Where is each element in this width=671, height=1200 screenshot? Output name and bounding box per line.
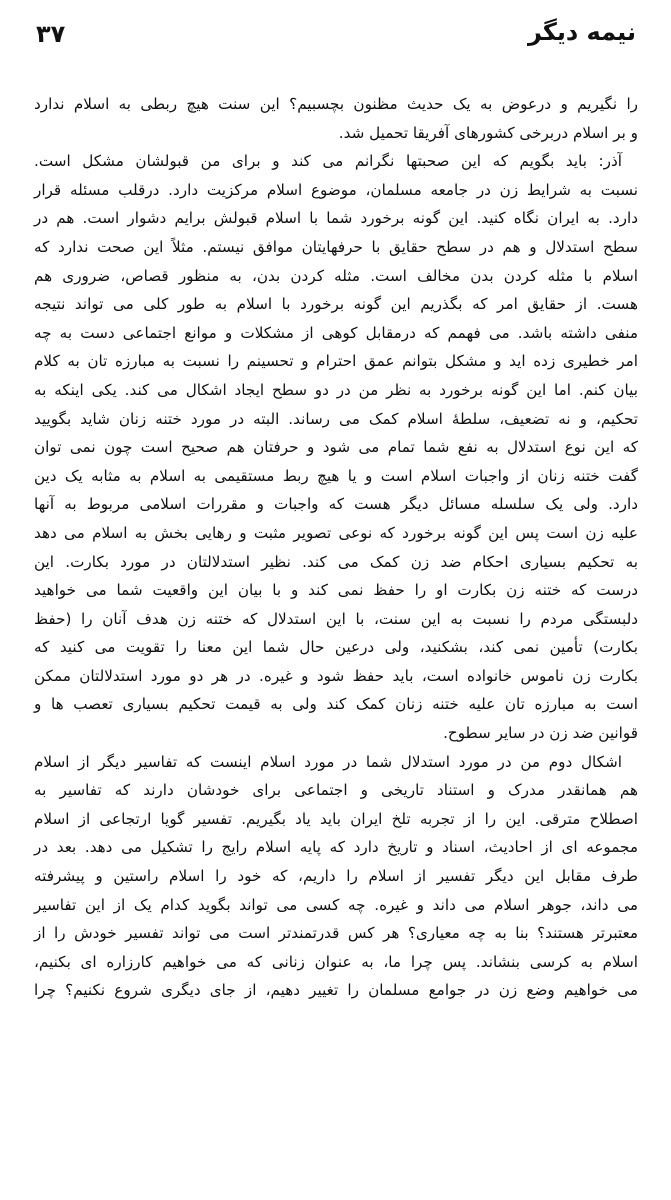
text-line: مجموعه ای از احادیث، اسناد و تاریخ دارد که پایه اسلام رایج را تشکیل می دهد. بعد در	[34, 838, 638, 857]
text-line: آذر: باید بگویم که این صحبتها نگرانم می کند و برای من قبولشان مشکل است.	[34, 152, 622, 171]
text-line: به تحکیم بسیاری احکام ضد زن کمک می کند. نظیر استدلالتان در مورد بکارت. این	[34, 552, 638, 571]
text-line: سطح استدلال و هم در سطح حقایق با حرفهایتان موافق نیستم. مثلاً این صحت ندارد که	[34, 237, 638, 256]
text-line: می خواهیم وضع زن در جوامع مسلمان را تغییر دهیم، از جای دیگری شروع نکنیم؟ چرا	[34, 981, 638, 1000]
text-line: می داند، جوهر اسلام می داند و غیره. چه کسی می تواند بگوید کدام یک از این تفاسیر	[34, 895, 638, 914]
text-line: نسبت به شرایط زن در جامعه مسلمان، موضوع اسلام مرکزیت دارد. درقلب مسئله قرار	[34, 180, 638, 199]
text-line: اشکال دوم من در مورد استدلال شما در مورد اسلام اینست که تفاسیر دیگر از اسلام	[34, 752, 622, 771]
text-line: بکارت) تأمین نمی کند، بشکنید، ولی درعین حال شما این معنا را تقویت می کنید که	[34, 638, 638, 657]
text-line: علیه زن است پس این گونه برخورد که نوعی تصویر مثبت و رهایی بخش به اسلام می دهد	[34, 523, 638, 542]
text-line: دارد. ولی یک سلسله مسائل دیگر هست که واجبات و مقررات اسلامی مربوط به آنها	[34, 495, 638, 514]
text-line: تحکیم، و نه تضعیف، سلطهٔ اسلام کمک می رساند. البته در مورد ختنه زنان شاید بگویید	[34, 409, 638, 428]
text-line: درست که ختنه زن بکارت او را حفظ نمی کند و با بیان این واقعیت شما می خواهید	[34, 581, 638, 600]
text-line: قوانین ضد زن در سایر سطوح.	[443, 724, 638, 743]
text-line: است به مبارزه تان علیه ختنه زنان کمک کند ولی به قیمت تحکیم بسیاری تعصب ها و	[34, 695, 638, 714]
text-line: دارد. به ایران نگاه کنید. این گونه برخورد شما با اسلام قبولش برایم دشوار است. هم در	[34, 209, 638, 228]
text-line: اسلام به کرسی بنشاند. پس چرا ما، به عنوان زنانی که می خواهیم کارزاره ای بکنیم،	[34, 952, 638, 971]
text-line: اسلام با مثله کردن بدن مخالف است. مثله کردن بدن، به منظور قصاص، ضروری هم	[34, 266, 638, 285]
text-line: که این نوع استدلال به نفع شما تمام می شود و حرفتان هم صحیح است چون نمی توان	[34, 438, 638, 457]
text-line: منفی داشته باشد. می فهمم که درمقابل کوهی از مشکلات و موانع اجتماعی دست به چه	[34, 323, 638, 342]
body-text	[34, 90, 638, 1005]
text-line: را نگیریم و درعوض به یک حدیث مظنون بچسبیم؟ این سنت هیچ ربطی به اسلام ندارد	[34, 95, 638, 113]
text-line: هم همانقدر مدرک و استناد تاریخی و اجتماعی برای خودشان دارند که تفاسیر به	[34, 781, 638, 800]
text-line: گفت ختنه زنان از واجبات اسلام است و یا هیچ ربط مستقیمی به اسلام به مثابه یک دین	[34, 466, 638, 485]
page-header	[36, 18, 636, 58]
text-line: معتبرتر هستند؟ بنا به چه معیاری؟ هر کس قدرتمندتر است می تواند تفسیر خودش را از	[34, 924, 638, 943]
page-number: ۳۷	[36, 20, 66, 48]
text-line: هست. از حقایق امر که بگذریم این گونه برخورد با اسلام به طور کلی می تواند نتیجه	[34, 295, 638, 314]
text-line: بیان کنم. اما این گونه برخورد به نظر من در دو سطح ایجاد اشکال می کند. یکی اینکه به	[34, 380, 638, 399]
text-line: دلبستگی مردم را نسبت به این سنت، با این استدلال که ختنه زن هدف آنان را (حفظ	[34, 609, 638, 628]
text-line: اصطلاح مترقی. این را از تجربه تلخ ایران باید یاد بگیریم. تفسیر گویا ارتجاعی از اسلام	[34, 809, 638, 828]
text-line: بکارت زن ناموس خانواده است، باید حفظ شود و غیره. در هر دو مورد استدلالتان ممکن	[34, 666, 638, 685]
text-line: امر خطیری زده اید و مشکل بتوانم عمق احترام و تحسینم را نسبت به مبارزه تان به کلام	[34, 352, 638, 371]
running-title: نیمه دیگر	[527, 18, 636, 46]
text-line: و بر اسلام دربرخی کشورهای آفریقا تحمیل شد.	[338, 123, 638, 142]
text-line: طرف مقابل این دیگر تفسیر از اسلام را داریم، که خود را اسلام راستین و پیشرفته	[34, 867, 638, 886]
